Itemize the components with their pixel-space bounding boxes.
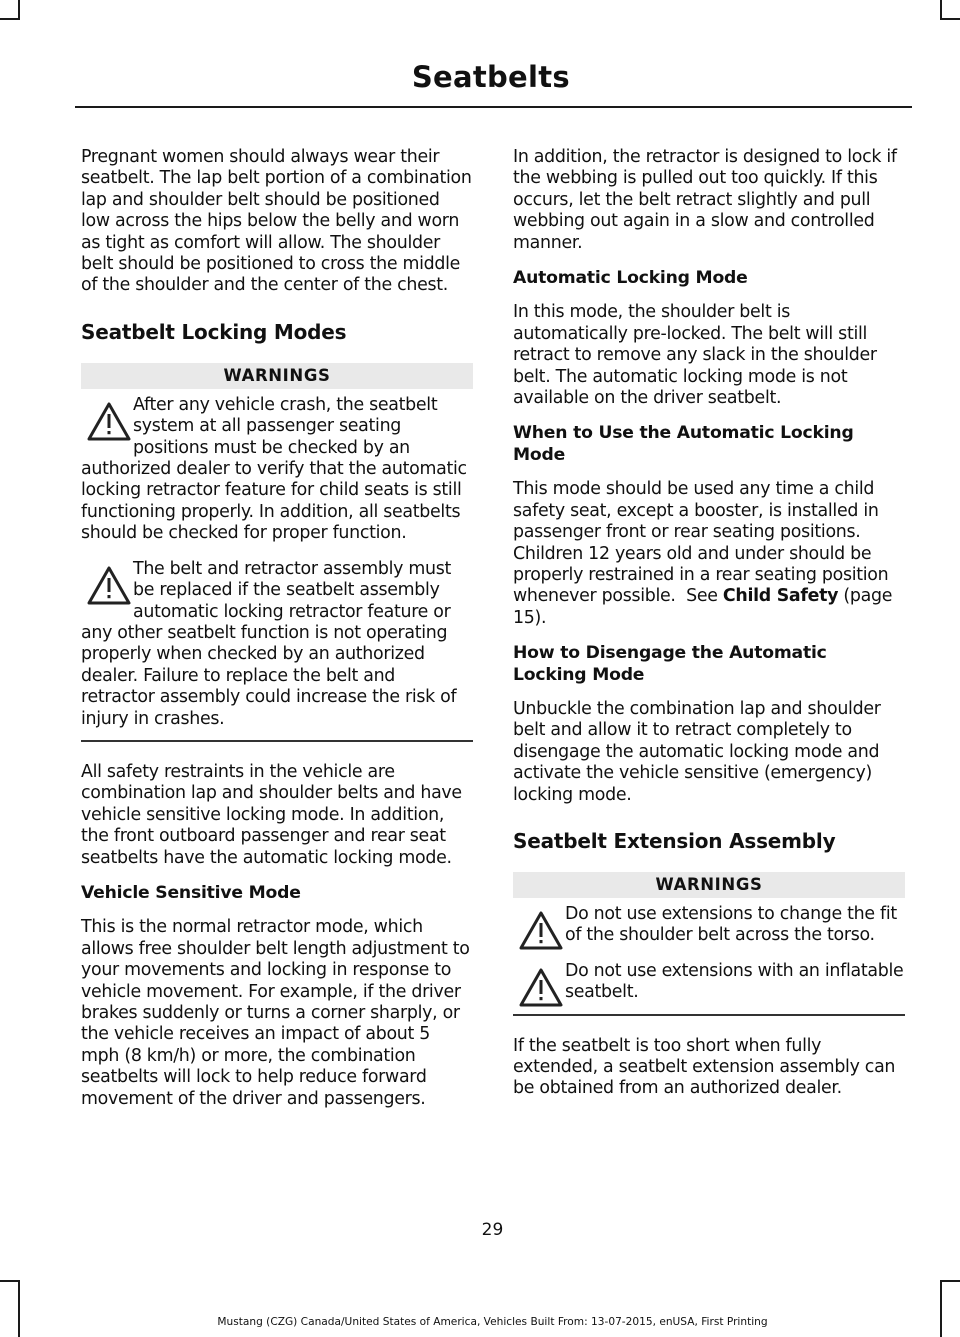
crop-mark xyxy=(18,0,20,20)
extension-paragraph: If the seatbelt is too short when fully extended, a seatbelt extension assembly can be obtained from an authorized dealer. xyxy=(513,1035,896,1099)
intro-paragraph: Pregnant women should always wear their seatbelt. The lap belt portion of a combination lap and shoulder belt should be positioned low across the hips below the belly and worn as tight as comfort will allow. The shoulder belt should be positioned to cross the middle of the shoulder and the center of the chest. xyxy=(81,147,472,296)
footer-text: Mustang (CZG) Canada/United States of America, Vehicles Built From: 13-07-2015, enUSA, First Printing xyxy=(217,1316,768,1328)
warnings-box xyxy=(513,872,905,1016)
disengage-paragraph: Unbuckle the combination lap and shoulder belt and allow it to retract completely to disengage the automatic locking mode and activate the vehicle sensitive (emergency) locking mode. xyxy=(513,698,881,805)
warning-item xyxy=(81,395,473,545)
crop-mark xyxy=(18,1280,20,1337)
warning-triangle-icon xyxy=(81,399,133,445)
warnings-header: WARNINGS xyxy=(81,363,473,389)
crop-mark xyxy=(940,18,960,20)
section-heading-locking-modes: Seatbelt Locking Modes xyxy=(81,319,347,344)
page-reference: (page 15). xyxy=(513,586,893,628)
warning-item xyxy=(81,559,473,730)
warning-triangle-icon xyxy=(513,965,565,1011)
warning-item xyxy=(513,904,905,947)
warning-text: After any vehicle crash, the seatbelt system at all passenger seating positions must be checked by an authorized dealer to verify that the automatic locking retractor feature for child seats is still functioning properly. In addition, all seatbelts should be checked for proper function. xyxy=(81,394,467,544)
warning-triangle-icon xyxy=(513,908,565,954)
vehicle-sensitive-paragraph: This is the normal retractor mode, which allows free shoulder belt length adjustment to your movements and locking in response to vehicle movement. For example, if the driver brakes suddenly or turns a corner sharply, or the vehicle receives an impact of about 5 mph (8 km/h) or more, the combination seatbelts will lock to help reduce forward movement of the driver and passengers. xyxy=(81,917,470,1109)
child-safety-link[interactable]: Child Safety xyxy=(722,586,839,607)
warning-item xyxy=(513,961,905,1004)
see-prefix: See xyxy=(686,586,718,607)
subheading-disengage: How to Disengage the Automatic Locking Mode xyxy=(513,643,827,685)
subheading-automatic-locking: Automatic Locking Mode xyxy=(513,268,748,289)
warning-text: Do not use extensions to change the fit of the shoulder belt across the torso. xyxy=(565,903,897,946)
page-number: 29 xyxy=(481,1220,504,1240)
warnings-box xyxy=(81,363,473,742)
warning-triangle-icon xyxy=(81,563,133,609)
crop-mark xyxy=(940,1280,960,1282)
crop-mark xyxy=(940,1280,942,1337)
crop-mark xyxy=(940,0,942,20)
warning-text: Do not use extensions with an inflatable seatbelt. xyxy=(565,960,904,1003)
warnings-header: WARNINGS xyxy=(513,872,905,898)
automatic-locking-paragraph: In this mode, the shoulder belt is automatically pre-locked. The belt will still retract to remove any slack in the shoulder belt. The automatic locking mode is not available on the driver seatbelt. xyxy=(513,302,877,409)
left-column xyxy=(81,147,473,1110)
subheading-when-to-use: When to Use the Automatic Locking Mode xyxy=(513,423,854,465)
right-column xyxy=(513,147,905,1100)
when-to-use-paragraph: This mode should be used any time a child safety seat, except a booster, is installed in passenger front or rear seating positions. Children 12 years old and under should be properly restrained in a rear seating position whenever possible. See Child Safety (page 15). xyxy=(513,479,893,628)
restraints-paragraph: All safety restraints in the vehicle are combination lap and shoulder belts and have vehicle sensitive locking mode. In addition, the front outboard passenger and rear seat seatbelts have the automatic locking mode. xyxy=(81,761,462,868)
subheading-vehicle-sensitive: Vehicle Sensitive Mode xyxy=(81,882,301,903)
retractor-paragraph: In addition, the retractor is designed to lock if the webbing is pulled out too quickly. If this occurs, let the belt retract slightly and pull webbing out again in a slow and controlled manner. xyxy=(513,147,897,253)
warning-text: The belt and retractor assembly must be replaced if the seatbelt assembly automatic locking retractor feature or any other seatbelt function is not operating properly when checked by an authorized dealer. Failure to replace the belt and retractor assembly could increase the risk of injury in crashes. xyxy=(81,558,457,729)
section-heading-extension-assembly: Seatbelt Extension Assembly xyxy=(513,828,836,853)
header-rule xyxy=(75,106,912,108)
crop-mark xyxy=(0,18,20,20)
page-title: Seatbelts xyxy=(411,60,570,94)
crop-mark xyxy=(0,1280,20,1282)
